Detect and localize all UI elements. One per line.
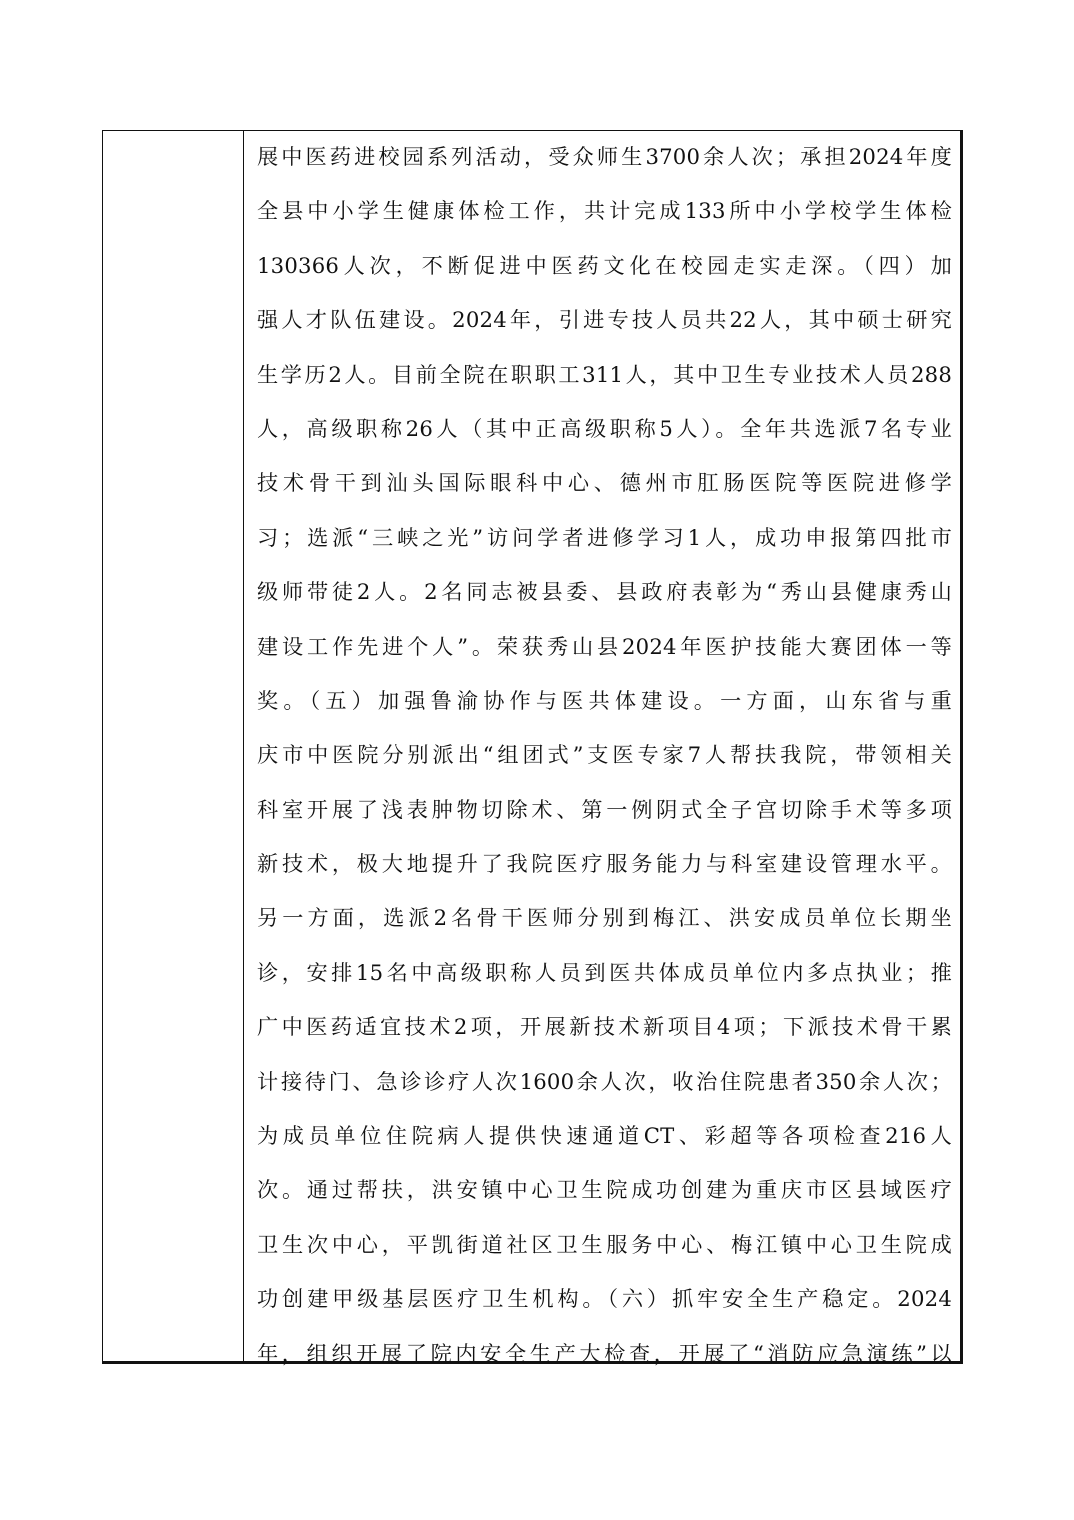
text-line: 习；选派“三峡之光”访问学者进修学习1人，成功申报第四批市	[257, 524, 952, 550]
text-line: 卫生次中心，平凯街道社区卫生服务中心、梅江镇中心卫生院成	[257, 1231, 952, 1257]
text-line: 强人才队伍建设。2024年，引进专技人员共22人，其中硕士研究	[257, 307, 952, 333]
text-line: 为成员单位住院病人提供快速通道CT、彩超等各项检查216人	[257, 1123, 952, 1149]
document-table	[102, 130, 963, 1364]
text-line: 广中医药适宜技术2项，开展新技术新项目4项；下派技术骨干累	[257, 1014, 952, 1040]
text-line: 科室开展了浅表肿物切除术、第一例阴式全子宫切除手术等多项	[257, 796, 952, 822]
text-line: 新技术，极大地提升了我院医疗服务能力与科室建设管理水平。	[257, 851, 952, 877]
text-line: 生学历2人。目前全院在职职工311人，其中卫生专业技术人员288	[257, 361, 952, 387]
table-content-cell	[244, 131, 960, 1366]
text-line: 诊，安排15名中高级职称人员到医共体成员单位内多点执业；推	[257, 959, 952, 985]
text-line: 展中医药进校园系列活动，受众师生3700余人次；承担2024年度	[257, 144, 952, 169]
text-line: 建设工作先进个人”。荣获秀山县2024年医护技能大赛团体一等	[257, 633, 952, 659]
text-line: 技术骨干到汕头国际眼科中心、德州市肛肠医院等医院进修学	[257, 470, 952, 496]
text-line: 次。通过帮扶，洪安镇中心卫生院成功创建为重庆市区县域医疗	[257, 1177, 952, 1203]
text-line: 人，高级职称26人（其中正高级职称5人）。全年共选派7名专业	[257, 415, 952, 441]
table-label-cell	[103, 131, 244, 1361]
text-line: 级师带徒2人。2名同志被县委、县政府表彰为“秀山县健康秀山	[257, 579, 952, 605]
text-line: 年，组织开展了院内安全生产大检查，开展了“消防应急演练”以	[257, 1340, 952, 1366]
text-line: 功创建甲级基层医疗卫生机构。（六）抓牢安全生产稳定。2024	[257, 1286, 952, 1312]
text-line: 另一方面，选派2名骨干医师分别到梅江、洪安成员单位长期坐	[257, 905, 952, 931]
text-line: 130366人次，不断促进中医药文化在校园走实走深。（四）加	[257, 252, 952, 278]
text-line: 奖。（五）加强鲁渝协作与医共体建设。一方面，山东省与重	[257, 687, 952, 713]
text-line: 计接待门、急诊诊疗人次1600余人次，收治住院患者350余人次；	[257, 1068, 952, 1094]
text-line: 庆市中医院分别派出“组团式”支医专家7人帮扶我院，带领相关	[257, 742, 952, 768]
text-line: 全县中小学生健康体检工作，共计完成133所中小学校学生体检	[257, 198, 952, 224]
